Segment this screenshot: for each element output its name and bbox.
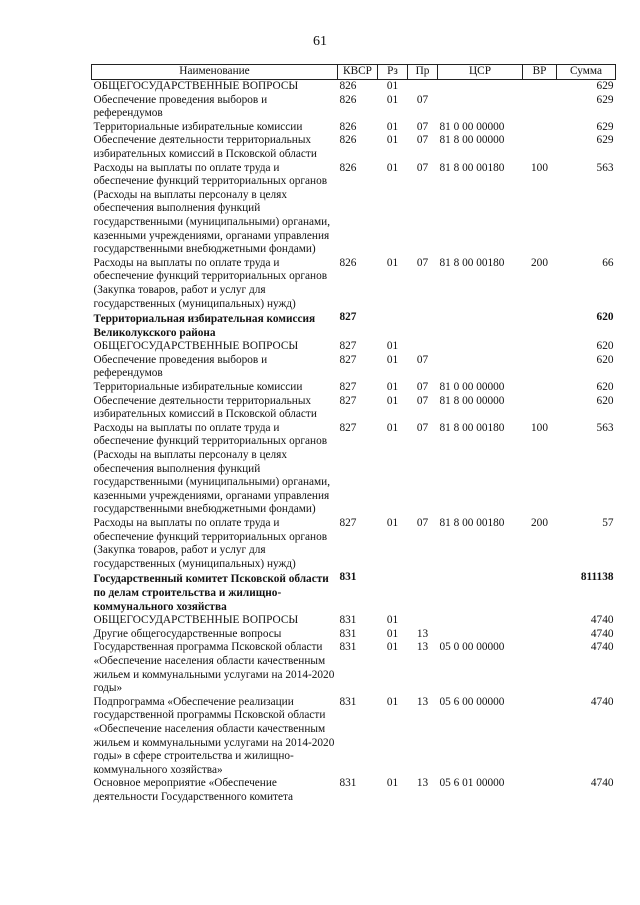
table-row (92, 340, 616, 354)
header-rz: Рз (378, 65, 408, 80)
cell-sum: 620 (596, 381, 614, 394)
budget-table (91, 64, 616, 804)
cell-kvsr: 826 (339, 134, 357, 147)
cell-vr (523, 94, 557, 121)
cell-rz: 01 (386, 641, 399, 654)
cell-vr: 200 (531, 256, 548, 269)
cell-sum: 620 (596, 340, 614, 353)
cell-rz: 01 (386, 80, 399, 92)
cell-csr (438, 340, 523, 354)
cell-rz (378, 571, 408, 614)
header-name: Наименование (92, 65, 338, 80)
cell-name: Подпрограмма «Обеспечение реализации государственной программы Псковской области «Обеспечение населения области качественным жильем и коммунальными услугами на 2014-2020 годы» в сфере строительства и жилищно-коммунального хозяйства» (93, 695, 335, 776)
cell-rz: 01 (386, 421, 399, 434)
cell-csr (438, 614, 523, 628)
table-row (92, 80, 616, 94)
cell-kvsr: 827 (339, 517, 357, 529)
cell-csr: 81 8 00 00180 (439, 517, 505, 529)
cell-name: Расходы на выплаты по оплате труда и обеспечение функций территориальных органов (Расходы на выплаты персоналу в целях обеспечения выполнения функций государственными (муниципальными) органами, казенными учреждениями, органами управления государственными внебюджетными фондами) (93, 161, 331, 256)
cell-pr: 07 (416, 134, 429, 147)
cell-pr: 07 (416, 120, 429, 133)
header-csr: ЦСР (438, 65, 523, 80)
table-row (92, 696, 616, 778)
cell-kvsr: 826 (339, 93, 357, 106)
cell-csr: 81 0 00 00000 (439, 120, 505, 133)
cell-pr: 07 (416, 517, 429, 529)
cell-rz: 01 (386, 161, 399, 174)
cell-kvsr: 831 (339, 777, 357, 790)
cell-pr (408, 340, 438, 354)
cell-name: Расходы на выплаты по оплате труда и обеспечение функций территориальных органов (Закупка товаров, работ и услуг для государственных (муниципальных) нужд) (93, 517, 328, 570)
cell-vr (523, 80, 557, 94)
table-row (92, 134, 616, 161)
cell-pr: 07 (416, 93, 429, 106)
cell-csr: 81 8 00 00180 (439, 421, 505, 434)
header-pr: Пр (408, 65, 438, 80)
cell-rz: 01 (386, 381, 399, 394)
cell-vr (523, 311, 557, 340)
cell-sum: 57 (602, 517, 614, 529)
cell-rz: 01 (386, 353, 399, 366)
cell-csr (438, 80, 523, 94)
cell-csr (438, 311, 523, 340)
cell-vr (523, 571, 557, 614)
cell-kvsr: 827 (339, 340, 357, 353)
cell-rz: 01 (386, 614, 399, 627)
table-row (92, 641, 616, 695)
cell-csr: 05 0 00 00000 (439, 641, 505, 654)
cell-pr (408, 614, 438, 628)
table-row (92, 614, 616, 628)
cell-sum: 620 (596, 311, 614, 324)
cell-rz (378, 311, 408, 340)
cell-vr (523, 777, 557, 804)
table-row-organization (92, 311, 616, 340)
table-header-row (92, 65, 616, 80)
cell-pr: 13 (416, 627, 429, 640)
cell-pr (408, 80, 438, 94)
cell-sum: 629 (596, 93, 614, 106)
cell-vr (523, 395, 557, 422)
cell-kvsr: 827 (339, 311, 357, 324)
table-row (92, 422, 616, 517)
table-row (92, 257, 616, 311)
cell-name: Другие общегосударственные вопросы (93, 627, 282, 640)
cell-name: Территориальная избирательная комиссия Великолукского района (93, 313, 316, 339)
cell-csr (438, 571, 523, 614)
cell-name: Обеспечение деятельности территориальных избирательных комиссий в Псковской области (93, 394, 317, 421)
cell-csr: 81 8 00 00180 (439, 256, 505, 269)
cell-kvsr: 831 (339, 641, 357, 654)
page-number: 61 (313, 34, 327, 49)
table-row (92, 395, 616, 422)
cell-csr (438, 94, 523, 121)
cell-pr: 13 (416, 641, 429, 654)
table-row (92, 517, 616, 571)
cell-rz: 01 (386, 120, 399, 133)
cell-pr: 13 (416, 777, 429, 790)
cell-name: Государственная программа Псковской области «Обеспечение населения области качественным жильем и коммунальными услугами на 2014-2020 годы» (93, 641, 335, 695)
cell-pr (408, 571, 438, 614)
cell-csr: 81 8 00 00180 (439, 161, 505, 174)
cell-vr (523, 641, 557, 695)
table-row (92, 162, 616, 257)
cell-kvsr: 826 (339, 161, 357, 174)
table-row-organization (92, 571, 616, 614)
cell-rz: 01 (386, 517, 399, 529)
cell-pr: 13 (416, 695, 429, 708)
cell-rz: 01 (386, 134, 399, 147)
table-row (92, 94, 616, 121)
cell-sum: 66 (602, 256, 614, 269)
cell-vr (523, 628, 557, 642)
cell-name: Обеспечение деятельности территориальных избирательных комиссий в Псковской области (93, 134, 317, 160)
cell-kvsr: 831 (339, 627, 357, 640)
header-vr: ВР (523, 65, 557, 80)
cell-name: Территориальные избирательные комиссии (93, 381, 303, 394)
cell-rz: 01 (386, 340, 399, 353)
table-row (92, 628, 616, 642)
cell-rz: 01 (386, 93, 399, 106)
cell-name: Расходы на выплаты по оплате труда и обеспечение функций территориальных органов (Расходы на выплаты персоналу в целях обеспечения выполнения функций государственными (муниципальными) органами, казенными учреждениями, органами управления государственными внебюджетными фондами) (93, 421, 331, 516)
cell-rz: 01 (386, 695, 399, 708)
cell-pr (408, 311, 438, 340)
cell-pr: 07 (416, 256, 429, 269)
cell-sum: 620 (596, 353, 614, 366)
cell-rz: 01 (386, 256, 399, 269)
cell-name: Государственный комитет Псковской области по делам строительства и жилищно-коммунального хозяйства (93, 573, 329, 613)
cell-pr: 07 (416, 353, 429, 366)
cell-kvsr: 826 (339, 120, 357, 133)
cell-kvsr: 826 (339, 80, 357, 92)
cell-sum: 629 (596, 120, 614, 133)
table-row (92, 381, 616, 395)
cell-name: ОБЩЕГОСУДАРСТВЕННЫЕ ВОПРОСЫ (93, 80, 299, 92)
cell-rz: 01 (386, 394, 399, 407)
cell-name: Обеспечение проведения выборов и референдумов (93, 93, 268, 120)
cell-pr: 07 (416, 161, 429, 174)
cell-sum: 620 (596, 394, 614, 407)
table-row (92, 777, 616, 804)
cell-sum: 4740 (590, 695, 614, 708)
cell-vr: 200 (531, 517, 548, 529)
cell-vr (523, 614, 557, 628)
cell-vr (523, 381, 557, 395)
cell-sum: 563 (596, 421, 614, 434)
cell-vr (523, 121, 557, 135)
cell-sum: 563 (596, 161, 614, 174)
cell-csr (438, 354, 523, 381)
cell-name: ОБЩЕГОСУДАРСТВЕННЫЕ ВОПРОСЫ (93, 340, 299, 353)
cell-sum: 811138 (580, 571, 614, 584)
cell-vr (523, 696, 557, 778)
cell-sum: 4740 (590, 627, 614, 640)
cell-rz: 01 (386, 777, 399, 790)
table-row (92, 121, 616, 135)
cell-name: Обеспечение проведения выборов и референдумов (93, 353, 268, 380)
cell-vr (523, 354, 557, 381)
cell-rz: 01 (386, 627, 399, 640)
cell-pr: 07 (416, 421, 429, 434)
cell-pr: 07 (416, 381, 429, 394)
table-row (92, 354, 616, 381)
cell-vr (523, 340, 557, 354)
cell-csr: 81 0 00 00000 (439, 381, 505, 394)
cell-sum: 4740 (590, 641, 614, 654)
cell-kvsr: 826 (339, 256, 357, 269)
cell-csr: 81 8 00 00000 (439, 394, 505, 407)
cell-csr: 05 6 01 00000 (439, 777, 505, 790)
header-kvsr: КВСР (338, 65, 378, 80)
cell-csr: 05 6 00 00000 (439, 695, 505, 708)
cell-vr: 100 (531, 421, 548, 434)
cell-sum: 629 (596, 134, 614, 147)
cell-vr: 100 (531, 161, 548, 174)
cell-name: Основное мероприятие «Обеспечение деятельности Государственного комитета (93, 777, 294, 803)
cell-name: ОБЩЕГОСУДАРСТВЕННЫЕ ВОПРОСЫ (93, 614, 299, 627)
cell-kvsr: 827 (339, 353, 357, 366)
cell-pr: 07 (416, 394, 429, 407)
cell-kvsr: 827 (339, 421, 357, 434)
cell-csr: 81 8 00 00000 (439, 134, 505, 147)
cell-kvsr: 827 (339, 381, 357, 394)
cell-kvsr: 831 (339, 695, 357, 708)
cell-kvsr: 831 (339, 571, 357, 584)
cell-sum: 4740 (590, 614, 614, 627)
cell-csr (438, 628, 523, 642)
cell-name: Расходы на выплаты по оплате труда и обеспечение функций территориальных органов (Закупка товаров, работ и услуг для государственных (муниципальных) нужд) (93, 256, 328, 310)
header-sum: Сумма (557, 65, 616, 80)
cell-kvsr: 831 (339, 614, 357, 627)
cell-vr (523, 134, 557, 161)
cell-sum: 4740 (590, 777, 614, 790)
cell-kvsr: 827 (339, 394, 357, 407)
cell-sum: 629 (596, 80, 614, 92)
cell-name: Территориальные избирательные комиссии (93, 120, 303, 133)
